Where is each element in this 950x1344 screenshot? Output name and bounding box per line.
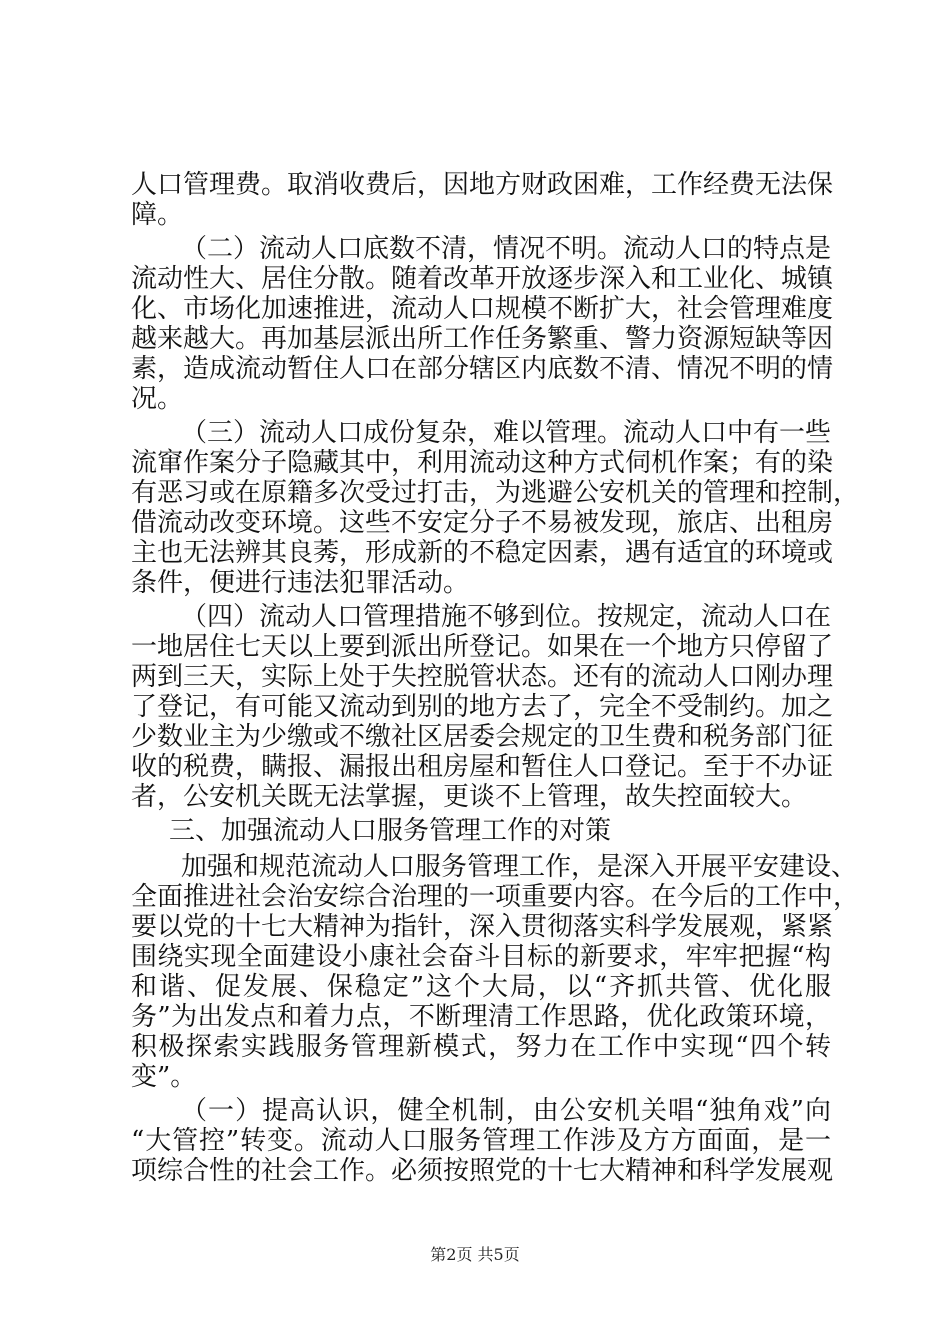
text-line: 少数业主为少缴或不缴社区居委会规定的卫生费和税务部门征	[131, 722, 834, 752]
text-line: （一）提高认识，健全机制，由公安机关唱“独角戏”向	[181, 1096, 831, 1126]
text-line: “大管控”转变。流动人口服务管理工作涉及方方面面，是一	[131, 1126, 831, 1156]
text-line: 了登记，有可能又流动到别的地方去了，完全不受制约。加之	[131, 692, 834, 722]
text-line: 积极探索实践服务管理新模式，努力在工作中实现“四个转	[131, 1032, 831, 1062]
page-footer	[0, 1245, 950, 1265]
text-line: 况。	[131, 384, 184, 414]
text-line: 变”。	[131, 1062, 197, 1092]
text-line: （四）流动人口管理措施不够到位。按规定，流动人口在	[181, 602, 832, 632]
text-line: 一地居住七天以上要到派出所登记。如果在一个地方只停留了	[131, 632, 834, 662]
paragraph-four	[131, 602, 834, 812]
section-heading	[131, 816, 831, 846]
text-line: 者，公安机关既无法掌握，更谈不上管理，故失控面较大。	[131, 782, 808, 812]
text-line: 要以党的十七大精神为指针，深入贯彻落实科学发展观，紧紧	[131, 912, 834, 942]
text-line: （三）流动人口成份复杂，难以管理。流动人口中有一些	[181, 418, 832, 448]
document-body	[131, 170, 860, 1190]
text-line: 收的税费，瞒报、漏报出租房屋和暂住人口登记。至于不办证	[131, 752, 834, 782]
text-line: 务”为出发点和着力点，不断理清工作思路，优化政策环境，	[131, 1002, 831, 1032]
paragraph-continuation	[131, 170, 834, 230]
paragraph-countermeasures	[131, 852, 860, 1092]
text-line: 越来越大。再加基层派出所工作任务繁重、警力资源短缺等因	[131, 324, 834, 354]
text-line: 素，造成流动暂住人口在部分辖区内底数不清、情况不明的情	[131, 354, 834, 384]
text-line: 条件，便进行违法犯罪活动。	[131, 568, 470, 598]
text-line: （二）流动人口底数不清，情况不明。流动人口的特点是	[181, 234, 832, 264]
text-line: 人口管理费。取消收费后，因地方财政困难，工作经费无法保	[131, 170, 834, 200]
text-line: 流动性大、居住分散。随着改革开放逐步深入和工业化、城镇	[131, 264, 834, 294]
text-line: 有恶习或在原籍多次受过打击，为逃避公安机关的管理和控制，	[131, 478, 860, 508]
text-line: 项综合性的社会工作。必须按照党的十七大精神和科学发展观	[131, 1156, 834, 1186]
text-line: 障。	[131, 200, 184, 230]
text-line: 化、市场化加速推进，流动人口规模不断扩大，社会管理难度	[131, 294, 834, 324]
section-heading-text: 三、加强流动人口服务管理工作的对策	[169, 816, 612, 846]
paragraph-item-one	[131, 1096, 834, 1186]
paragraph-two	[131, 234, 834, 414]
text-line: 借流动改变环境。这些不安定分子不易被发现，旅店、出租房	[131, 508, 834, 538]
paragraph-three	[131, 418, 860, 598]
text-line: 和谐、促发展、保稳定”这个大局，以“齐抓共管、优化服	[131, 972, 831, 1002]
text-line: 两到三天，实际上处于失控脱管状态。还有的流动人口刚办理	[131, 662, 834, 692]
text-line: 全面推进社会治安综合治理的一项重要内容。在今后的工作中，	[131, 882, 860, 912]
text-line: 加强和规范流动人口服务管理工作，是深入开展平安建设、	[181, 852, 858, 882]
text-line: 主也无法辨其良莠，形成新的不稳定因素，遇有适宜的环境或	[131, 538, 834, 568]
text-line: 流窜作案分子隐藏其中，利用流动这种方式伺机作案；有的染	[131, 448, 834, 478]
page-number: 第2页 共5页	[430, 1245, 520, 1264]
text-line: 围绕实现全面建设小康社会奋斗目标的新要求，牢牢把握“构	[131, 942, 831, 972]
